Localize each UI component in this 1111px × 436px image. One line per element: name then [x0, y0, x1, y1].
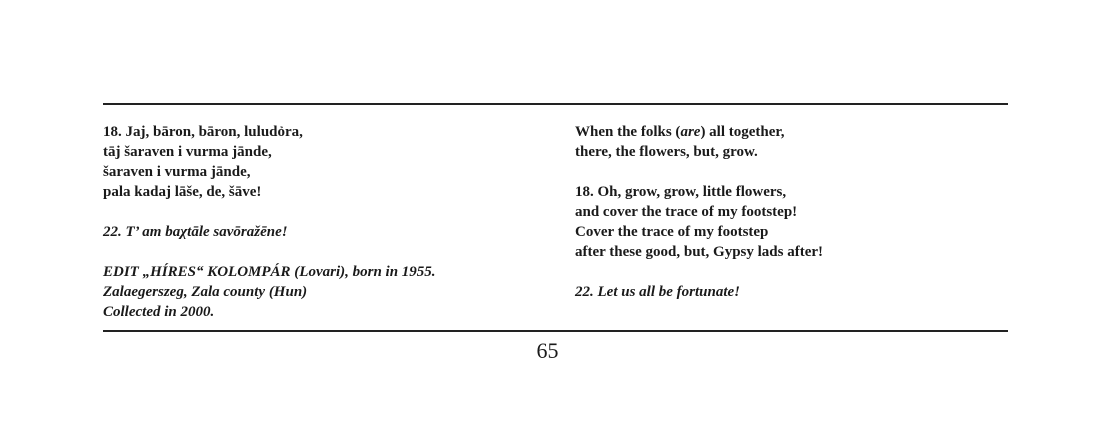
verse-line: there, the flowers, but, grow. [575, 144, 758, 160]
stanza-gap [103, 242, 543, 262]
refrain-line: 22. T’ am baχtāle savōražēne! [103, 224, 288, 240]
verse-fragment-italic: are [680, 124, 701, 140]
bottom-rule [103, 330, 1008, 332]
verse-fragment: ) all together, [700, 124, 785, 140]
source-collected: Collected in 2000. [103, 304, 215, 320]
verse-line: 18. Oh, grow, grow, little flowers, [575, 184, 787, 200]
verse-line: and cover the trace of my footstep! [575, 204, 798, 220]
romani-text-column [103, 122, 543, 322]
verse-line: Cover the trace of my footstep [575, 224, 769, 240]
stanza-gap [103, 202, 543, 222]
verse-line: after these good, but, Gypsy lads after! [575, 244, 824, 260]
verse-fragment: When the folks ( [575, 124, 681, 140]
stanza-gap [575, 262, 1008, 282]
top-rule [103, 103, 1008, 105]
stanza-gap [575, 162, 1008, 182]
verse-line: tāj šaraven i vurma jānde, [103, 144, 272, 160]
verse-line: 18. Jaj, bāron, bāron, luludỏra, [103, 124, 303, 140]
verse-line [575, 122, 1008, 142]
page-number: 65 [536, 338, 559, 363]
verse-line: šaraven i vurma jānde, [103, 164, 251, 180]
source-performer: EDIT „HÍRES“ KOLOMPÁR (Lovari), born in 1955. [103, 264, 436, 280]
source-location: Zalaegerszeg, Zala county (Hun) [103, 284, 308, 300]
english-translation-column [575, 122, 1008, 302]
verse-line: pala kadaj lāše, de, šāve! [103, 184, 262, 200]
refrain-line: 22. Let us all be fortunate! [575, 284, 741, 300]
